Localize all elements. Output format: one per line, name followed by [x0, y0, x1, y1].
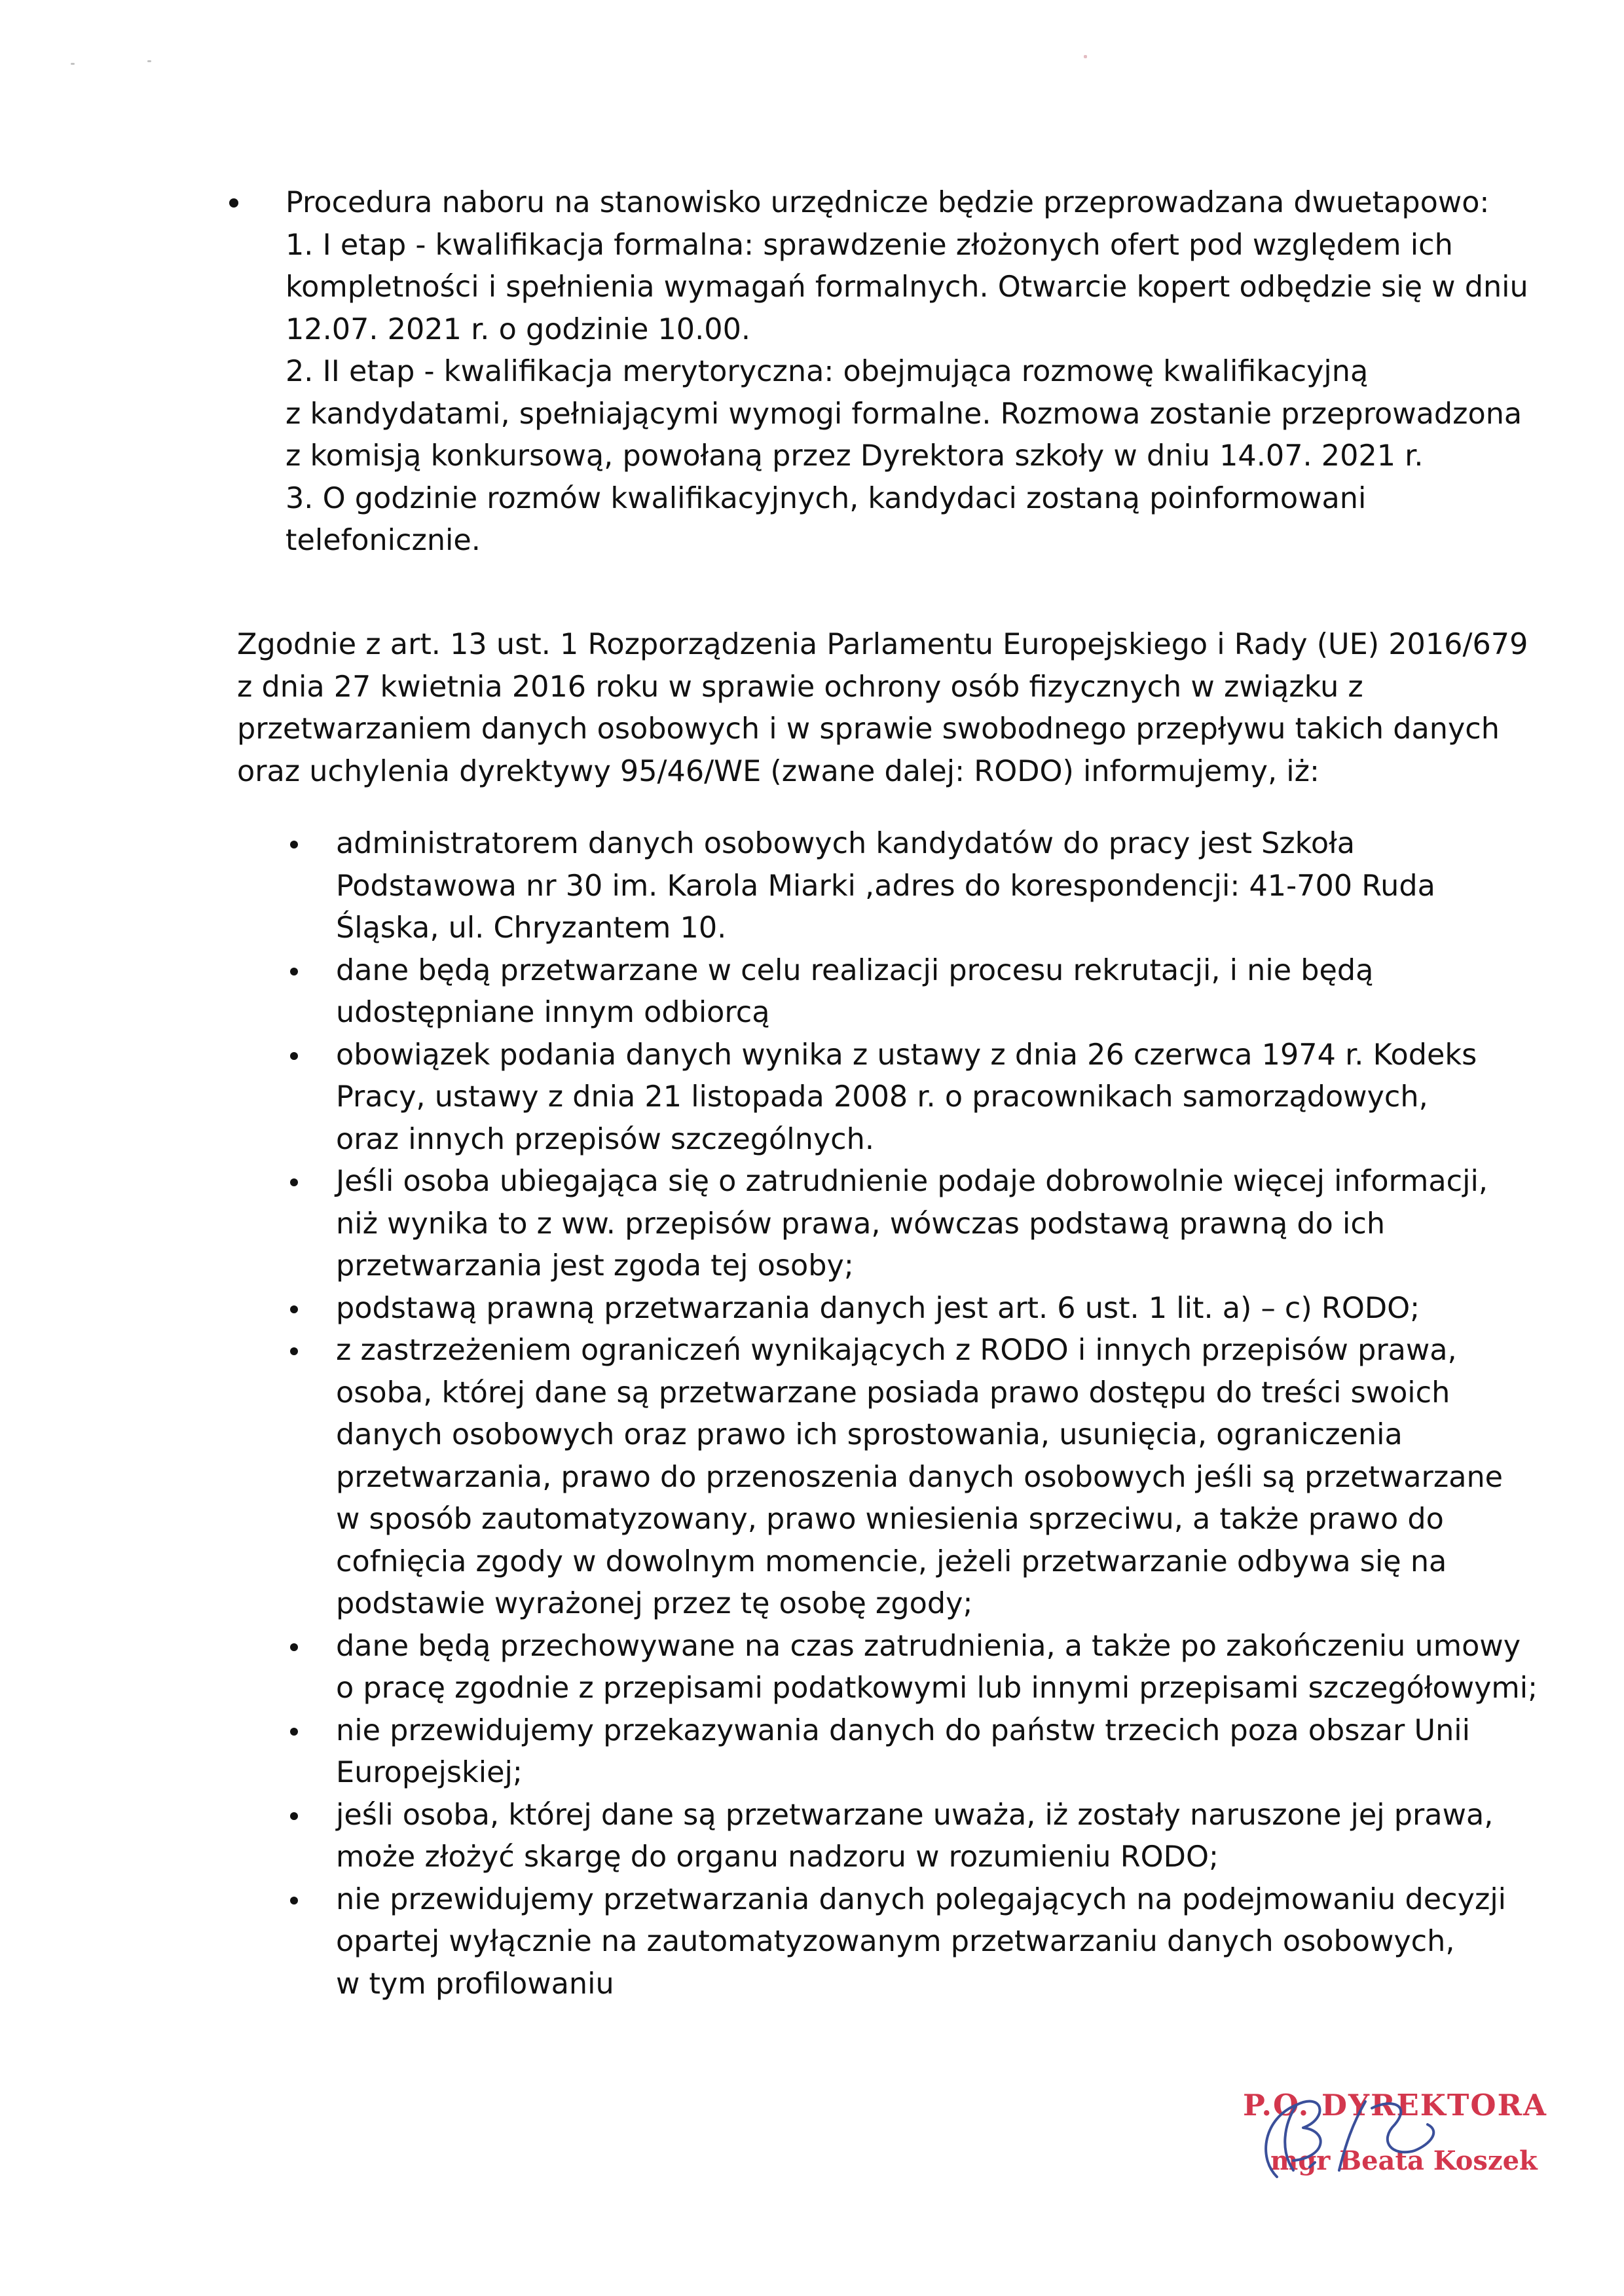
procedure-line: z komisją konkursową, powołaną przez Dyrektora szkoły w dniu 14.07. 2021 r. [286, 439, 1424, 473]
list-item-line: Jeśli osoba ubiegająca się o zatrudnienie podaje dobrowolnie więcej informacji, [336, 1165, 1488, 1198]
list-item-line: z zastrzeżeniem ograniczeń wynikających z RODO i innych przepisów prawa, [336, 1334, 1457, 1367]
list-item-line: niż wynika to z ww. przepisów prawa, wówczas podstawą prawną do ich [336, 1207, 1386, 1241]
list-item-line: osoba, której dane są przetwarzane posiada prawo dostępu do treści swoich [336, 1376, 1450, 1410]
list-item-line: nie przewidujemy przekazywania danych do państw trzecich poza obszar Unii [336, 1713, 1471, 1747]
list-item-line: Śląska, ul. Chryzantem 10. [336, 911, 727, 945]
list-item-line: przetwarzania, prawo do przenoszenia danych osobowych jeśli są przetwarzane [336, 1460, 1504, 1494]
procedure-line: telefonicznie. [286, 524, 481, 557]
procedure-line: 3. O godzinie rozmów kwalifikacyjnych, kandydaci zostaną poinformowani [286, 481, 1367, 515]
list-item-line: oraz innych przepisów szczególnych. [336, 1122, 874, 1156]
bullet-icon [229, 198, 238, 208]
procedure-line: z kandydatami, spełniającymi wymogi formalne. Rozmowa zostanie przeprowadzona [286, 397, 1522, 431]
list-item-line: o pracę zgodnie z przepisami podatkowymi lub innymi przepisami szczegółowymi; [336, 1671, 1538, 1705]
scan-mark [71, 63, 75, 65]
bullet-icon [290, 1052, 298, 1060]
list-item-line: podstawie wyrażonej przez tę osobę zgody; [336, 1587, 973, 1620]
list-item [286, 1710, 1538, 1795]
list-item-line: cofnięcia zgody w dowolnym momencie, jeżeli przetwarzanie odbywa się na [336, 1544, 1447, 1578]
procedure-line: 1. I etap - kwalifikacja formalna: sprawdzenie złożonych ofert pod względem ich [286, 228, 1453, 262]
intro-line: przetwarzaniem danych osobowych i w sprawie swobodnego przepływu takich danych [237, 712, 1500, 746]
list-item-line: podstawą prawną przetwarzania danych jest art. 6 ust. 1 lit. a) – c) RODO; [336, 1291, 1420, 1325]
list-item-line: administratorem danych osobowych kandydatów do pracy jest Szkoła [336, 827, 1355, 860]
bullet-icon [290, 1347, 298, 1355]
list-item [286, 1626, 1538, 1710]
list-item-line: jeśli osoba, której dane są przetwarzane uważa, iż zostały naruszone jej prawa, [336, 1798, 1494, 1832]
list-item-line: nie przewidujemy przetwarzania danych polegających na podejmowaniu decyzji [336, 1882, 1507, 1916]
bullet-icon [290, 1812, 298, 1820]
list-item-line: opartej wyłącznie na zautomatyzowanym przetwarzaniu danych osobowych, [336, 1925, 1455, 1958]
procedure-section [237, 182, 1528, 562]
intro-line: Zgodnie z art. 13 ust. 1 Rozporządzenia Parlamentu Europejskiego i Rady (UE) 2016/679 [237, 628, 1528, 661]
list-item-line: przetwarzania jest zgoda tej osoby; [336, 1249, 854, 1283]
list-item-line: dane będą przetwarzane w celu realizacji procesu rekrutacji, i nie będą [336, 953, 1374, 987]
intro-line: oraz uchylenia dyrektywy 95/46/WE (zwane dalej: RODO) informujemy, iż: [237, 754, 1320, 788]
list-item-line: danych osobowych oraz prawo ich sprostowania, usunięcia, ograniczenia [336, 1418, 1403, 1451]
list-item [286, 1879, 1538, 2006]
scan-mark [147, 60, 151, 62]
list-item [286, 823, 1538, 950]
procedure-text [286, 182, 1528, 562]
list-item-line: Europejskiej; [336, 1756, 523, 1789]
intro-line: z dnia 27 kwietnia 2016 roku w sprawie ochrony osób fizycznych w związku z [237, 670, 1363, 704]
list-item-line: obowiązek podania danych wynika z ustawy z dnia 26 czerwca 1974 r. Kodeks [336, 1038, 1477, 1072]
bullet-icon [290, 841, 298, 848]
list-item [286, 1330, 1538, 1626]
stamp-name: mgr Beata Koszek [1270, 2145, 1538, 2176]
list-item-line: w tym profilowaniu [336, 1967, 614, 2001]
list-item [286, 950, 1538, 1034]
procedure-line: Procedura naboru na stanowisko urzędnicze będzie przeprowadzana dwuetapowo: [286, 186, 1490, 219]
signature-icon [1231, 2079, 1532, 2196]
list-item-line: dane będą przechowywane na czas zatrudnienia, a także po zakończeniu umowy [336, 1629, 1521, 1663]
bullet-icon [290, 1643, 298, 1651]
director-stamp [1231, 2079, 1547, 2196]
procedure-line: 2. II etap - kwalifikacja merytoryczna: obejmująca rozmowę kwalifikacyjną [286, 355, 1369, 388]
list-item [286, 1795, 1538, 1879]
bullet-icon [290, 1305, 298, 1313]
bullet-icon [290, 1728, 298, 1736]
list-item-line: może złożyć skargę do organu nadzoru w rozumieniu RODO; [336, 1840, 1219, 1874]
bullet-icon [290, 968, 298, 975]
stamp-title: P.O. DYREKTORA [1243, 2088, 1547, 2123]
bullet-icon [290, 1178, 298, 1186]
list-item [286, 1161, 1538, 1288]
list-item-line: w sposób zautomatyzowany, prawo wniesienia sprzeciwu, a także prawo do [336, 1503, 1444, 1536]
rodo-list [286, 823, 1538, 2005]
rodo-intro-paragraph [237, 624, 1528, 793]
list-item [286, 1288, 1538, 1330]
list-item-line: Podstawowa nr 30 im. Karola Miarki ,adres do korespondencji: 41-700 Ruda [336, 869, 1435, 903]
list-item [286, 1034, 1538, 1161]
list-item-line: udostępniane innym odbiorcą [336, 996, 770, 1029]
list-item-line: Pracy, ustawy z dnia 21 listopada 2008 r. o pracownikach samorządowych, [336, 1080, 1428, 1114]
procedure-line: 12.07. 2021 r. o godzinie 10.00. [286, 312, 751, 346]
bullet-icon [290, 1897, 298, 1904]
procedure-line: kompletności i spełnienia wymagań formalnych. Otwarcie kopert odbędzie się w dniu [286, 270, 1528, 304]
scan-mark [1084, 55, 1087, 58]
